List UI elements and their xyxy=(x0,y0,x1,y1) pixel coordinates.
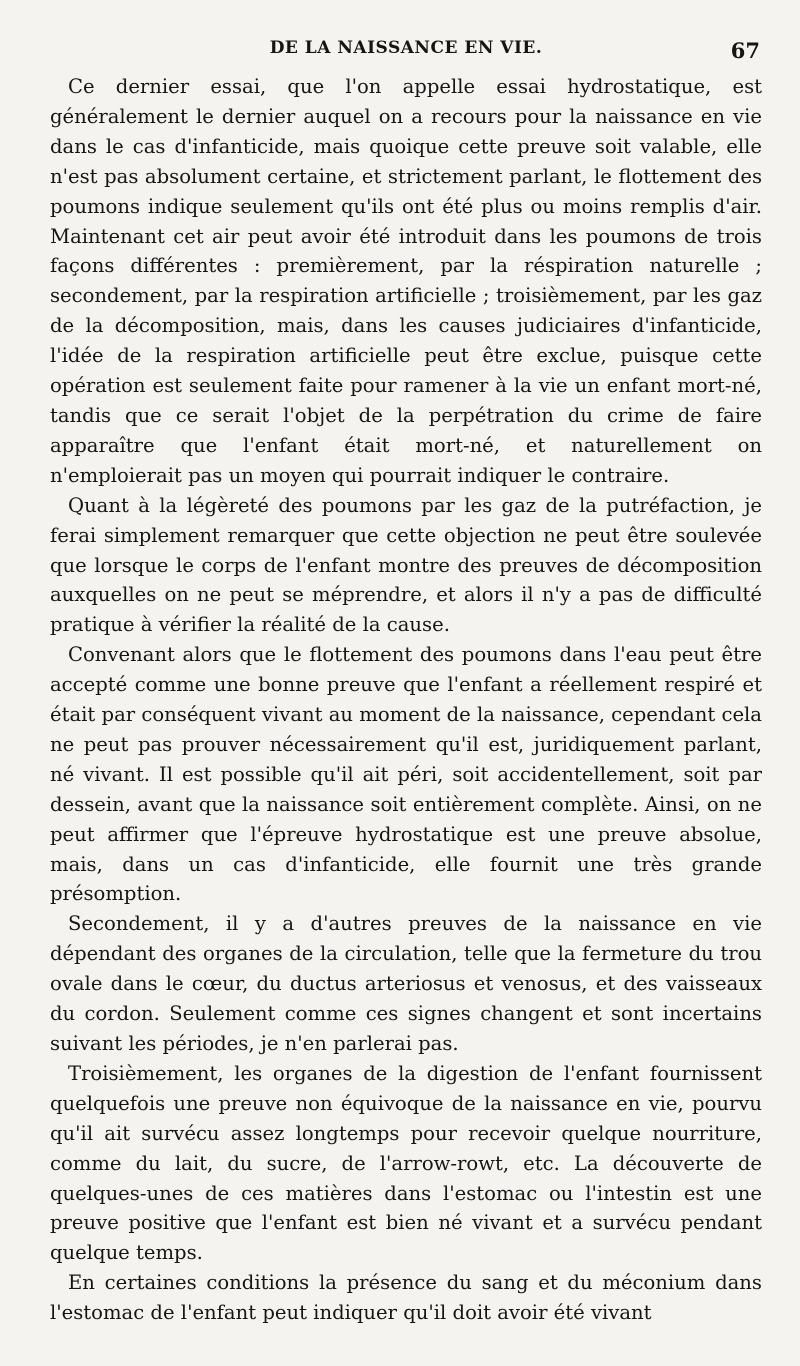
paragraph-hydrostatic-test: Ce dernier essai, que l'on appelle essai hydrostatique, est généralement le dernier auquel on a recours pour la naissance en vie dans le cas d'infanticide, mais quoique cette preuve soit valable, elle n'est pas absolument certaine, et strictement parlant, le flottement des poumons indique seulement qu'ils ont été plus ou moins remplis d'air. Maintenant cet air peut avoir été introduit dans les poumons de trois façons différentes : premièrement, par la réspiration naturelle ; secondement, par la respiration artificielle ; troisièmement, par les gaz de la décomposition, mais, dans les causes judiciaires d'infanticide, l'idée de la respiration artificielle peut être exclue, puisque cette opération est seulement faite pour ramener à la vie un enfant mort-né, tandis que ce serait l'objet de la perpétration du crime de faire apparaître que l'enfant était mort-né, et naturellement on n'emploierait pas un moyen qui pourrait indiquer le contraire. xyxy=(50,75,762,487)
running-head xyxy=(50,36,762,70)
paragraph-circulation-organs: Secondement, il y a d'autres preuves de la naissance en vie dépendant des organes de la circulation, telle que la fermeture du trou ovale dans le cœur, du ductus arteriosus et venosus, et des vaisseaux du cordon. Seulement comme ces signes changent et sont incertains suivant les périodes, je n'en parlerai pas. xyxy=(50,912,762,1055)
paragraph-floating-lungs: Convenant alors que le flottement des poumons dans l'eau peut être accepté comme une bonne preuve que l'enfant a réellement respiré et était par conséquent vivant au moment de la naissance, cependant cela ne peut pas prouver nécessairement qu'il est, juridiquement parlant, né vivant. Il est possible qu'il ait péri, soit accidentellement, soit par dessein, avant que la naissance soit entièrement complète. Ainsi, on ne peut affirmer que l'épreuve hydrostatique est une preuve absolue, mais, dans un cas d'infanticide, elle fournit une très grande présomption. xyxy=(50,643,762,906)
paragraph-blood-meconium: En certaines conditions la présence du sang et du méconium dans l'estomac de l'enfant peut indiquer qu'il doit avoir été vivant xyxy=(50,1271,762,1325)
paragraph-putrefaction-gas: Quant à la légèreté des poumons par les gaz de la putréfaction, je ferai simplement remarquer que cette objection ne peut être soulevée que lorsque le corps de l'enfant montre des preuves de décomposition auxquelles on ne peut se méprendre, et alors il n'y a pas de difficulté pratique à vérifier la réalité de la cause. xyxy=(50,493,762,637)
page-number: 67 xyxy=(730,38,760,63)
body-text xyxy=(50,72,762,1328)
paragraph-digestion-organs: Troisièmement, les organes de la digestion de l'enfant fournissent quelquefois une preuve non équivoque de la naissance en vie, pourvu qu'il ait survécu assez longtemps pour recevoir quelque nourriture, comme du lait, du sucre, de l'arrow-rowt, etc. La découverte de quelques-unes de ces matières dans l'estomac ou l'intestin est une preuve positive que l'enfant est bien né vivant et a survécu pendant quelque temps. xyxy=(50,1061,762,1265)
running-title: DE LA NAISSANCE EN VIE. xyxy=(269,38,543,58)
